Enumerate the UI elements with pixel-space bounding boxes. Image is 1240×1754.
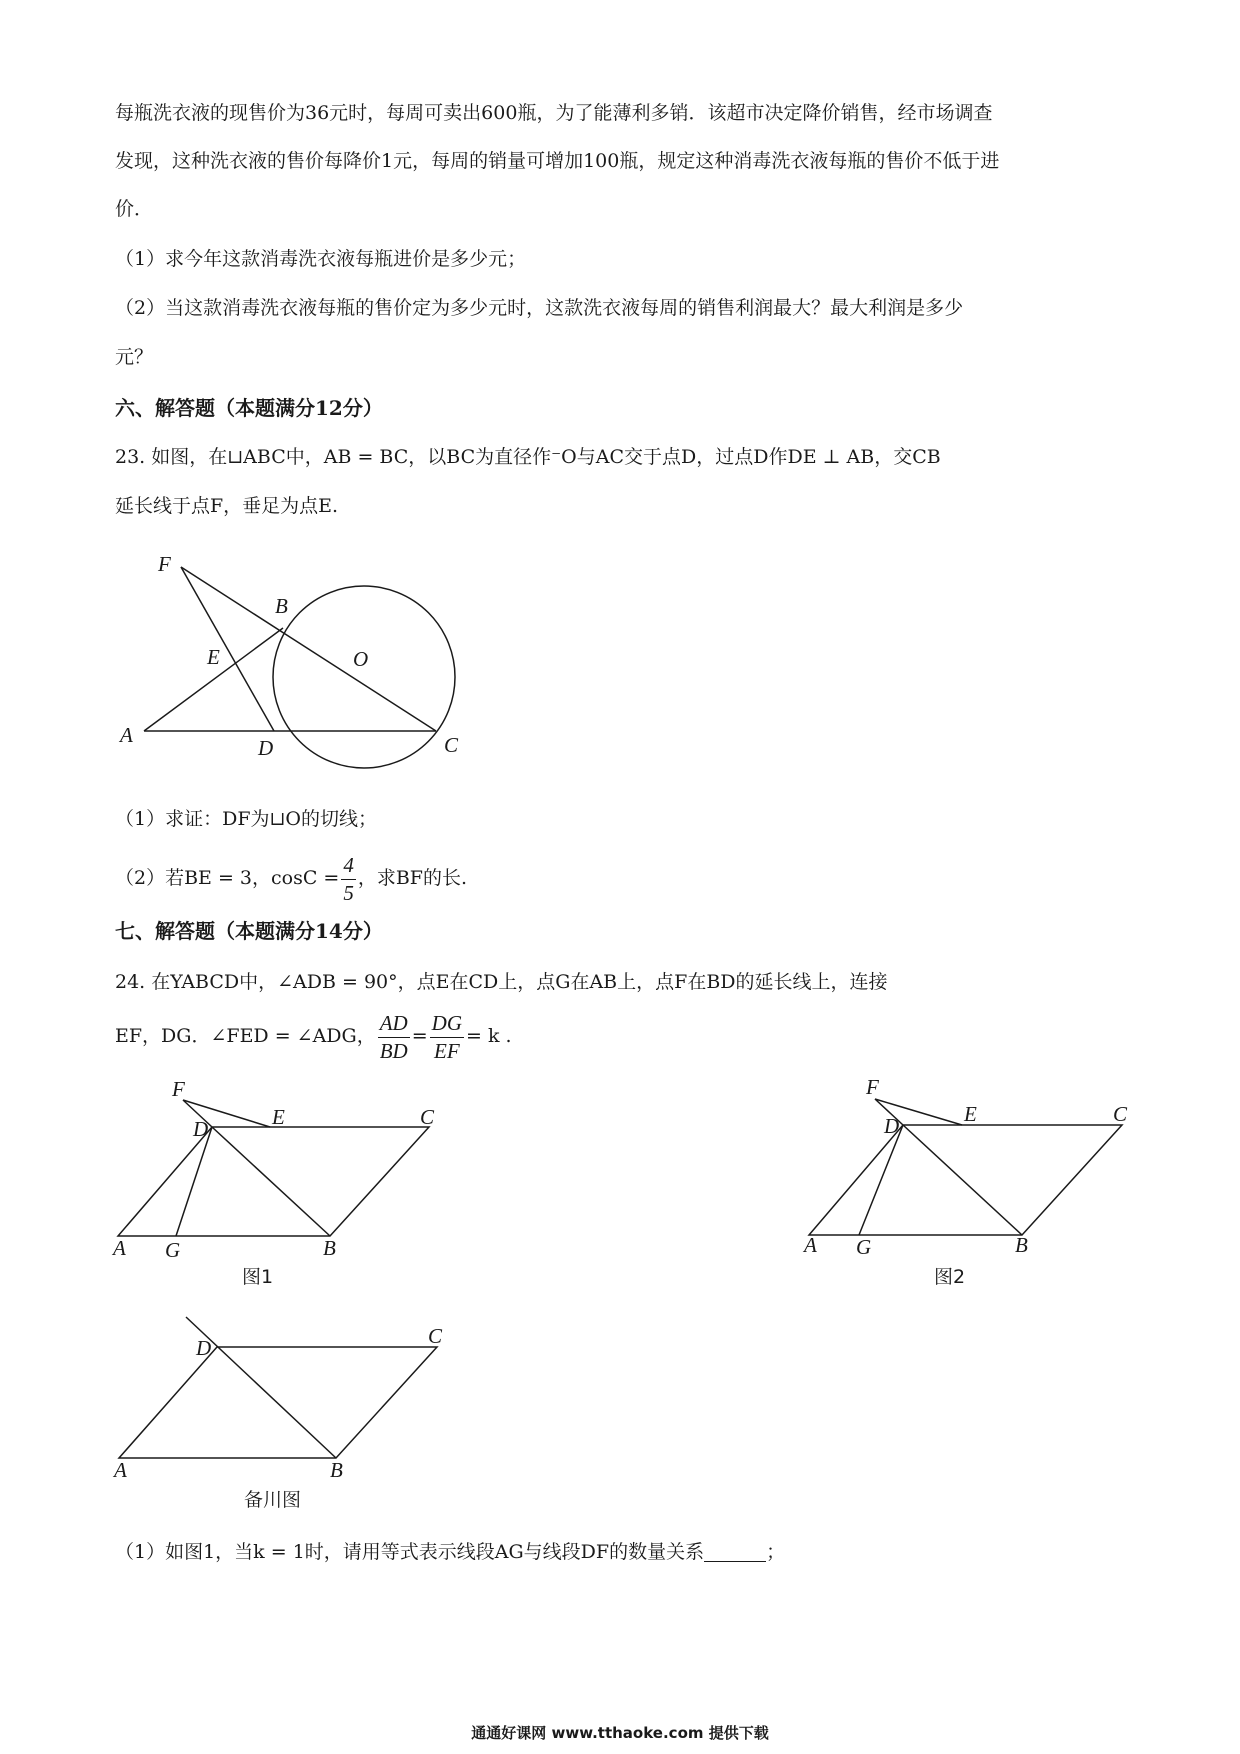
fraction-1-numerator: AD — [378, 1011, 410, 1037]
fig1-label-d: D — [193, 1117, 209, 1141]
spare-figure-caption: 备川图 — [244, 1489, 302, 1511]
q23-part-2 — [115, 850, 467, 906]
circle-o — [273, 586, 455, 768]
q24-text-line-1: 24. 在YABCD中，∠ADB = 90°，点E在CD上，点G在AB上，点F在BD的延长线上，连接 — [115, 971, 888, 993]
q24-part-1-text: （1）如图1，当k = 1时，请用等式表示线段AG与线段DF的数量关系 — [115, 1541, 705, 1563]
ad-over-bd-fraction — [378, 1011, 410, 1062]
fraction-2-numerator: DG — [430, 1011, 464, 1037]
segment-fd — [181, 567, 274, 731]
fig1-caption: 图1 — [242, 1266, 274, 1288]
fig2-label-c: C — [1113, 1102, 1128, 1126]
fig1-label-a: A — [113, 1236, 126, 1260]
cos-c-denominator: 5 — [343, 880, 354, 905]
segment-dg-fig2 — [859, 1125, 903, 1235]
equals-sign: = — [411, 1025, 428, 1047]
q23-part-2-suffix: ，求BF的长. — [357, 867, 468, 889]
fig2-caption: 图2 — [934, 1266, 966, 1288]
q24-part-1-end: ； — [766, 1541, 786, 1563]
fraction-2-denominator: EF — [434, 1038, 460, 1063]
q23-label-d: D — [258, 736, 274, 760]
q24-figure-spare — [119, 1317, 437, 1458]
q22-part-2: （2）当这款消毒洗衣液每瓶的售价定为多少元时，这款洗衣液每周的销售利润最大？最大利润是多少 — [115, 297, 964, 319]
q22-line-2: 发现，这种洗衣液的售价每降价1元，每周的销量可增加100瓶，规定这种消毒洗衣液每瓶的售价不低于进 — [115, 150, 1000, 172]
q23-label-c: C — [444, 733, 459, 757]
fig2-label-a: A — [804, 1233, 817, 1257]
q22-line-3: 价． — [115, 198, 154, 220]
q23-label-o: O — [353, 647, 369, 671]
fig1-label-b: B — [323, 1236, 336, 1260]
q23-label-e: E — [207, 645, 220, 669]
fig2-label-f: F — [866, 1075, 879, 1099]
fig1-label-c: C — [420, 1105, 435, 1129]
fraction-1-denominator: BD — [379, 1038, 408, 1063]
q24-text-2-prefix: EF，DG．∠FED = ∠ADG， — [115, 1025, 376, 1047]
spare-label-b: B — [330, 1458, 343, 1482]
fig2-label-b: B — [1015, 1233, 1028, 1257]
parallelogram-abcd-fig2 — [809, 1125, 1122, 1235]
q23-label-f: F — [158, 552, 171, 576]
segment-db-fig2 — [903, 1125, 1022, 1235]
answer-blank[interactable] — [704, 1543, 766, 1562]
q22-part-2-continued: 元？ — [115, 346, 154, 368]
segment-dg-fig1 — [176, 1127, 212, 1236]
fig2-label-d: D — [884, 1114, 900, 1138]
fig1-label-g: G — [165, 1238, 181, 1262]
q23-part-1: （1）求证：DF为⊔O的切线； — [115, 808, 378, 830]
q22-line-1: 每瓶洗衣液的现售价为36元时，每周可卖出600瓶，为了能薄利多销．该超市决定降价销售，经市场调查 — [115, 102, 993, 124]
q23-figure — [144, 567, 455, 768]
cos-c-numerator: 4 — [341, 853, 356, 879]
segment-ab — [144, 628, 283, 731]
parallelogram-abcd-fig1 — [118, 1127, 429, 1236]
q23-label-b: B — [275, 594, 288, 618]
q24-text-line-2 — [115, 1008, 512, 1064]
fig1-label-f: F — [172, 1077, 185, 1101]
fig1-label-e: E — [272, 1105, 285, 1129]
q23-text-line-2: 延长线于点F，垂足为点E. — [115, 495, 339, 517]
fig2-label-e: E — [964, 1102, 977, 1126]
spare-label-a: A — [114, 1458, 127, 1482]
spare-label-d: D — [196, 1336, 212, 1360]
section-6-heading: 六、解答题（本题满分12分） — [115, 396, 383, 420]
q22-part-1: （1）求今年这款消毒洗衣液每瓶进价是多少元； — [115, 248, 527, 270]
page-footer: 通通好课网 www.tthaoke.com 提供下载 — [471, 1724, 769, 1742]
q23-text-line-1: 23. 如图，在⊔ABC中，AB = BC，以BC为直径作⁻O与AC交于点D，过点D作DE ⊥ AB，交CB — [115, 446, 941, 468]
q24-text-2-suffix: = k . — [466, 1025, 512, 1047]
segment-db-fig1 — [212, 1127, 330, 1236]
section-7-heading: 七、解答题（本题满分14分） — [115, 919, 383, 943]
q23-label-a: A — [120, 723, 133, 747]
fig2-label-g: G — [856, 1235, 872, 1259]
dg-over-ef-fraction — [430, 1011, 464, 1062]
spare-label-c: C — [428, 1324, 443, 1348]
cos-c-fraction — [341, 853, 356, 904]
q24-part-1 — [115, 1543, 785, 1562]
q23-part-2-prefix: （2）若BE = 3，cosC = — [115, 867, 340, 889]
